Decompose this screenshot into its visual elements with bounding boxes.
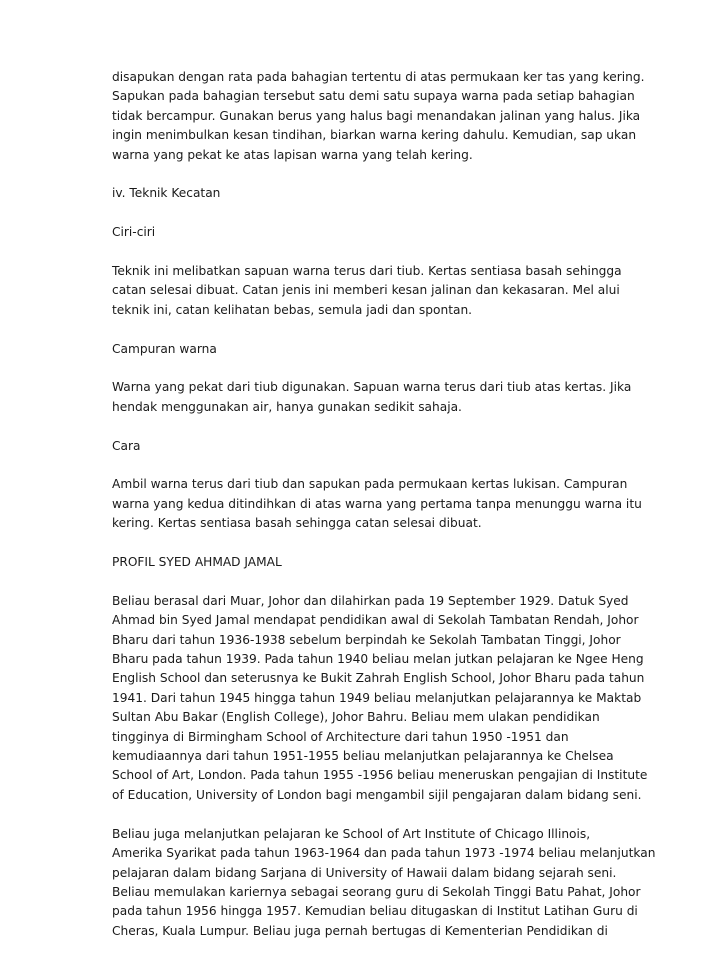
text-line: English School dan seterusnya ke Bukit Zahrah English School, Johor Bharu pada tahun [112, 671, 645, 686]
text-line: School of Art, London. Pada tahun 1955 -1956 beliau meneruskan pengajian di Institute [112, 768, 648, 783]
text-line: Sapukan pada bahagian tersebut satu demi satu supaya warna pada setiap bahagian [112, 89, 635, 104]
paragraph [112, 475, 642, 533]
paragraph [112, 68, 645, 165]
text-line: Ciri-ciri [112, 225, 156, 240]
text-line: Campuran warna [112, 341, 217, 356]
text-line: Amerika Syarikat pada tahun 1963-1964 dan pada tahun 1973 -1974 beliau melanjutkan [112, 846, 656, 861]
text-line: Bharu pada tahun 1939. Pada tahun 1940 beliau melan jutkan pelajaran ke Ngee Heng [112, 652, 644, 667]
text-line: kering. Kertas sentiasa basah sehingga catan selesai dibuat. [112, 516, 482, 531]
section-heading [112, 184, 617, 203]
text-line: Cheras, Kuala Lumpur. Beliau juga pernah bertugas di Kementerian Pendidikan di [112, 923, 608, 938]
document-body [112, 68, 656, 941]
text-line: Bharu dari tahun 1936-1938 sebelum berpindah ke Sekolah Tambatan Tinggi, Johor [112, 632, 621, 647]
text-line: catan selesai dibuat. Catan jenis ini memberi kesan jalinan dan kekasaran. Mel alui [112, 283, 620, 298]
text-line: Warna yang pekat dari tiub digunakan. Sapuan warna terus dari tiub atas kertas. Jika [112, 380, 632, 395]
text-line: PROFIL SYED AHMAD JAMAL [112, 555, 282, 570]
text-line: hendak menggunakan air, hanya gunakan sedikit sahaja. [112, 399, 462, 414]
text-line: Sultan Abu Bakar (English College), Johor Bahru. Beliau mem ulakan pendidikan [112, 710, 600, 725]
section-heading [112, 223, 617, 242]
text-line: Ahmad bin Syed Jamal mendapat pendidikan awal di Sekolah Tambatan Rendah, Johor [112, 613, 639, 628]
text-line: disapukan dengan rata pada bahagian tertentu di atas permukaan ker tas yang kering. [112, 70, 645, 84]
section-heading [112, 437, 617, 456]
text-line: tingginya di Birmingham School of Architecture dari tahun 1950 -1951 dan [112, 729, 569, 744]
text-line: Beliau memulakan kariernya sebagai seorang guru di Sekolah Tinggi Batu Pahat, Johor [112, 884, 641, 899]
text-line: of Education, University of London bagi mengambil sijil pengajaran dalam bidang seni. [112, 787, 642, 802]
paragraph [112, 378, 632, 417]
text-line: warna yang pekat ke atas lapisan warna yang telah kering. [112, 147, 473, 162]
paragraph [112, 592, 648, 805]
section-heading [112, 553, 617, 572]
text-line: Beliau juga melanjutkan pelajaran ke School of Art Institute of Chicago Illinois, [112, 826, 591, 841]
text-line: iv. Teknik Kecatan [112, 186, 221, 201]
text-line: Teknik ini melibatkan sapuan warna terus dari tiub. Kertas sentiasa basah sehingga [112, 264, 622, 279]
text-line: 1941. Dari tahun 1945 hingga tahun 1949 beliau melanjutkan pelajarannya ke Maktab [112, 690, 642, 705]
text-line: Ambil warna terus dari tiub dan sapukan pada permukaan kertas lukisan. Campuran [112, 477, 628, 492]
document-page [112, 68, 656, 961]
paragraph [112, 825, 656, 941]
text-line: pada tahun 1956 hingga 1957. Kemudian beliau ditugaskan di Institut Latihan Guru di [112, 904, 638, 919]
text-line: Beliau berasal dari Muar, Johor dan dilahirkan pada 19 September 1929. Datuk Syed [112, 593, 629, 608]
text-line: pelajaran dalam bidang Sarjana di University of Hawaii dalam bidang sejarah seni. [112, 865, 617, 880]
text-line: tidak bercampur. Gunakan berus yang halus bagi menandakan jalinan yang halus. Jika [112, 108, 641, 123]
section-heading [112, 340, 617, 359]
text-line: kemudiaannya dari tahun 1951-1955 beliau melanjutkan pelajarannya ke Chelsea [112, 749, 614, 764]
text-line: ingin menimbulkan kesan tindihan, biarkan warna kering dahulu. Kemudian, sap ukan [112, 128, 637, 143]
text-line: teknik ini, catan kelihatan bebas, semula jadi dan spontan. [112, 302, 473, 317]
text-line: warna yang kedua ditindihkan di atas warna yang pertama tanpa menunggu warna itu [112, 496, 642, 511]
paragraph [112, 262, 622, 320]
text-line: Cara [112, 438, 141, 453]
